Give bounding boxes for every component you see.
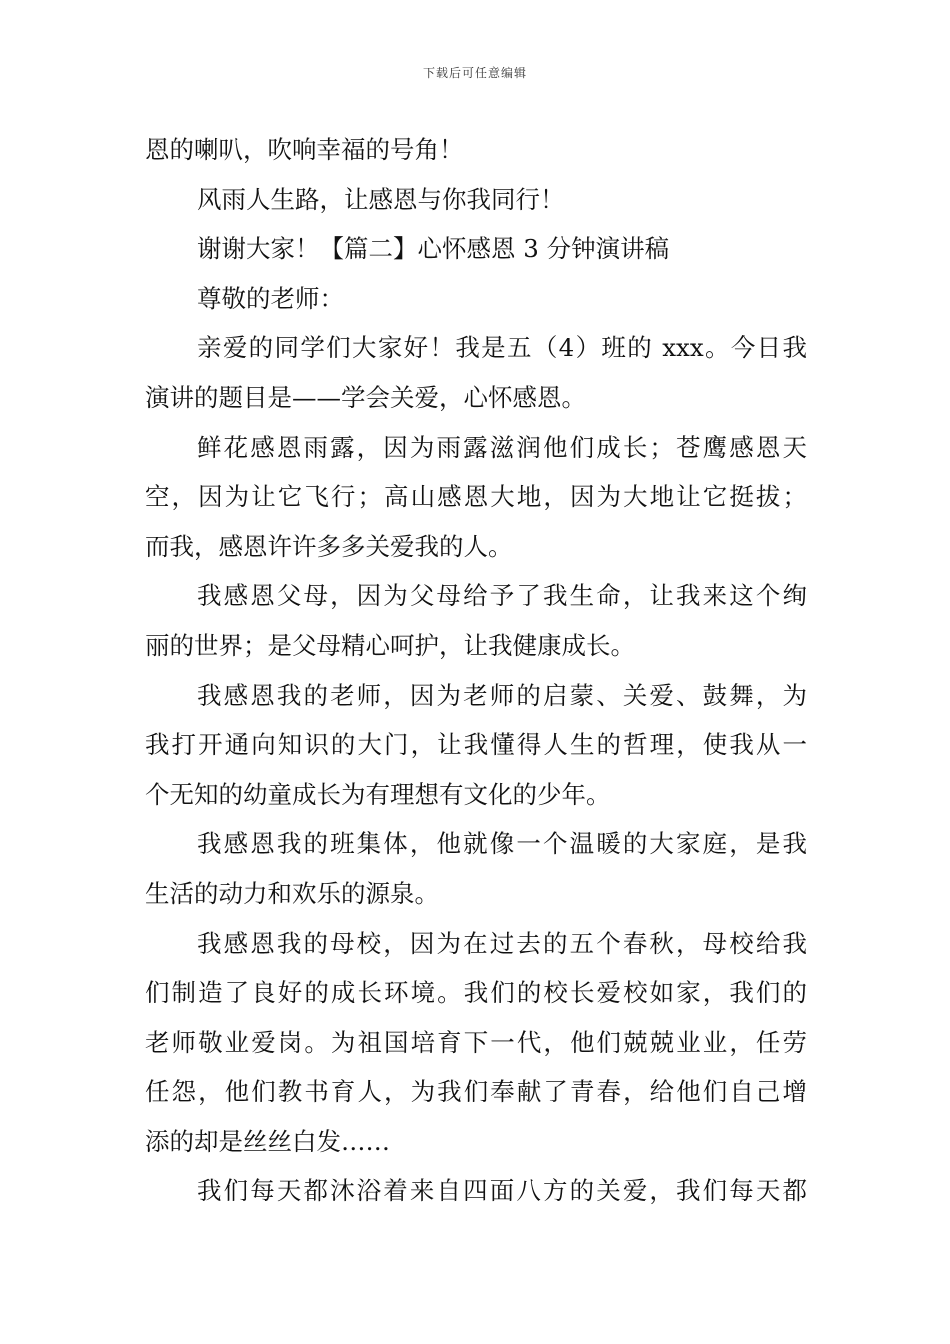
- text-line: 而我，感恩许许多多关爱我的人。: [145, 531, 513, 561]
- text-line: 丽的世界；是父母精心呵护，让我健康成长。: [145, 630, 635, 660]
- text-line: 我们每天都沐浴着来自四面八方的关爱，我们每天都: [197, 1176, 807, 1206]
- text-line: 我感恩我的母校，因为在过去的五个春秋，母校给我: [197, 928, 807, 958]
- text-line: 空，因为让它飞行；高山感恩大地，因为大地让它挺拔；: [145, 482, 807, 512]
- text-line: 生活的动力和欢乐的源泉。: [145, 878, 439, 908]
- text-line: 演讲的题目是——学会关爱，心怀感恩。: [145, 382, 586, 412]
- text-line: 们制造了良好的成长环境。我们的校长爱校如家，我们的: [145, 978, 807, 1008]
- text-line: 我感恩我的班集体，他就像一个温暖的大家庭，是我: [197, 829, 807, 859]
- text-line: 我感恩父母，因为父母给予了我生命，让我来这个绚: [197, 581, 807, 611]
- text-line: 恩的喇叭，吹响幸福的号角！: [145, 135, 464, 164]
- page-header-note: 下载后可任意编辑: [422, 66, 527, 80]
- text-line: 个无知的幼童成长为有理想有文化的少年。: [145, 779, 611, 809]
- text-line: 我感恩我的老师，因为老师的启蒙、关爱、鼓舞，为: [197, 680, 807, 710]
- text-line: 我打开通向知识的大门，让我懂得人生的哲理，使我从一: [145, 730, 807, 760]
- text-line: 鲜花感恩雨露，因为雨露滋润他们成长；苍鹰感恩天: [197, 432, 807, 462]
- document-body: [145, 125, 807, 1216]
- text-line: 亲爱的同学们大家好！我是五（4）班的 xxx。今日我: [197, 333, 807, 363]
- text-line: 老师敬业爱岗。为祖国培育下一代，他们兢兢业业，任劳: [145, 1027, 807, 1057]
- text-line: 风雨人生路，让感恩与你我同行！: [197, 184, 565, 214]
- text-line: 尊敬的老师：: [197, 283, 344, 313]
- text-line: 谢谢大家！【篇二】心怀感恩 3 分钟演讲稿: [197, 234, 670, 264]
- text-line: 任怨，他们教书育人，为我们奉献了青春，给他们自己增: [145, 1077, 807, 1107]
- text-line: 添的却是丝丝白发……: [145, 1126, 390, 1156]
